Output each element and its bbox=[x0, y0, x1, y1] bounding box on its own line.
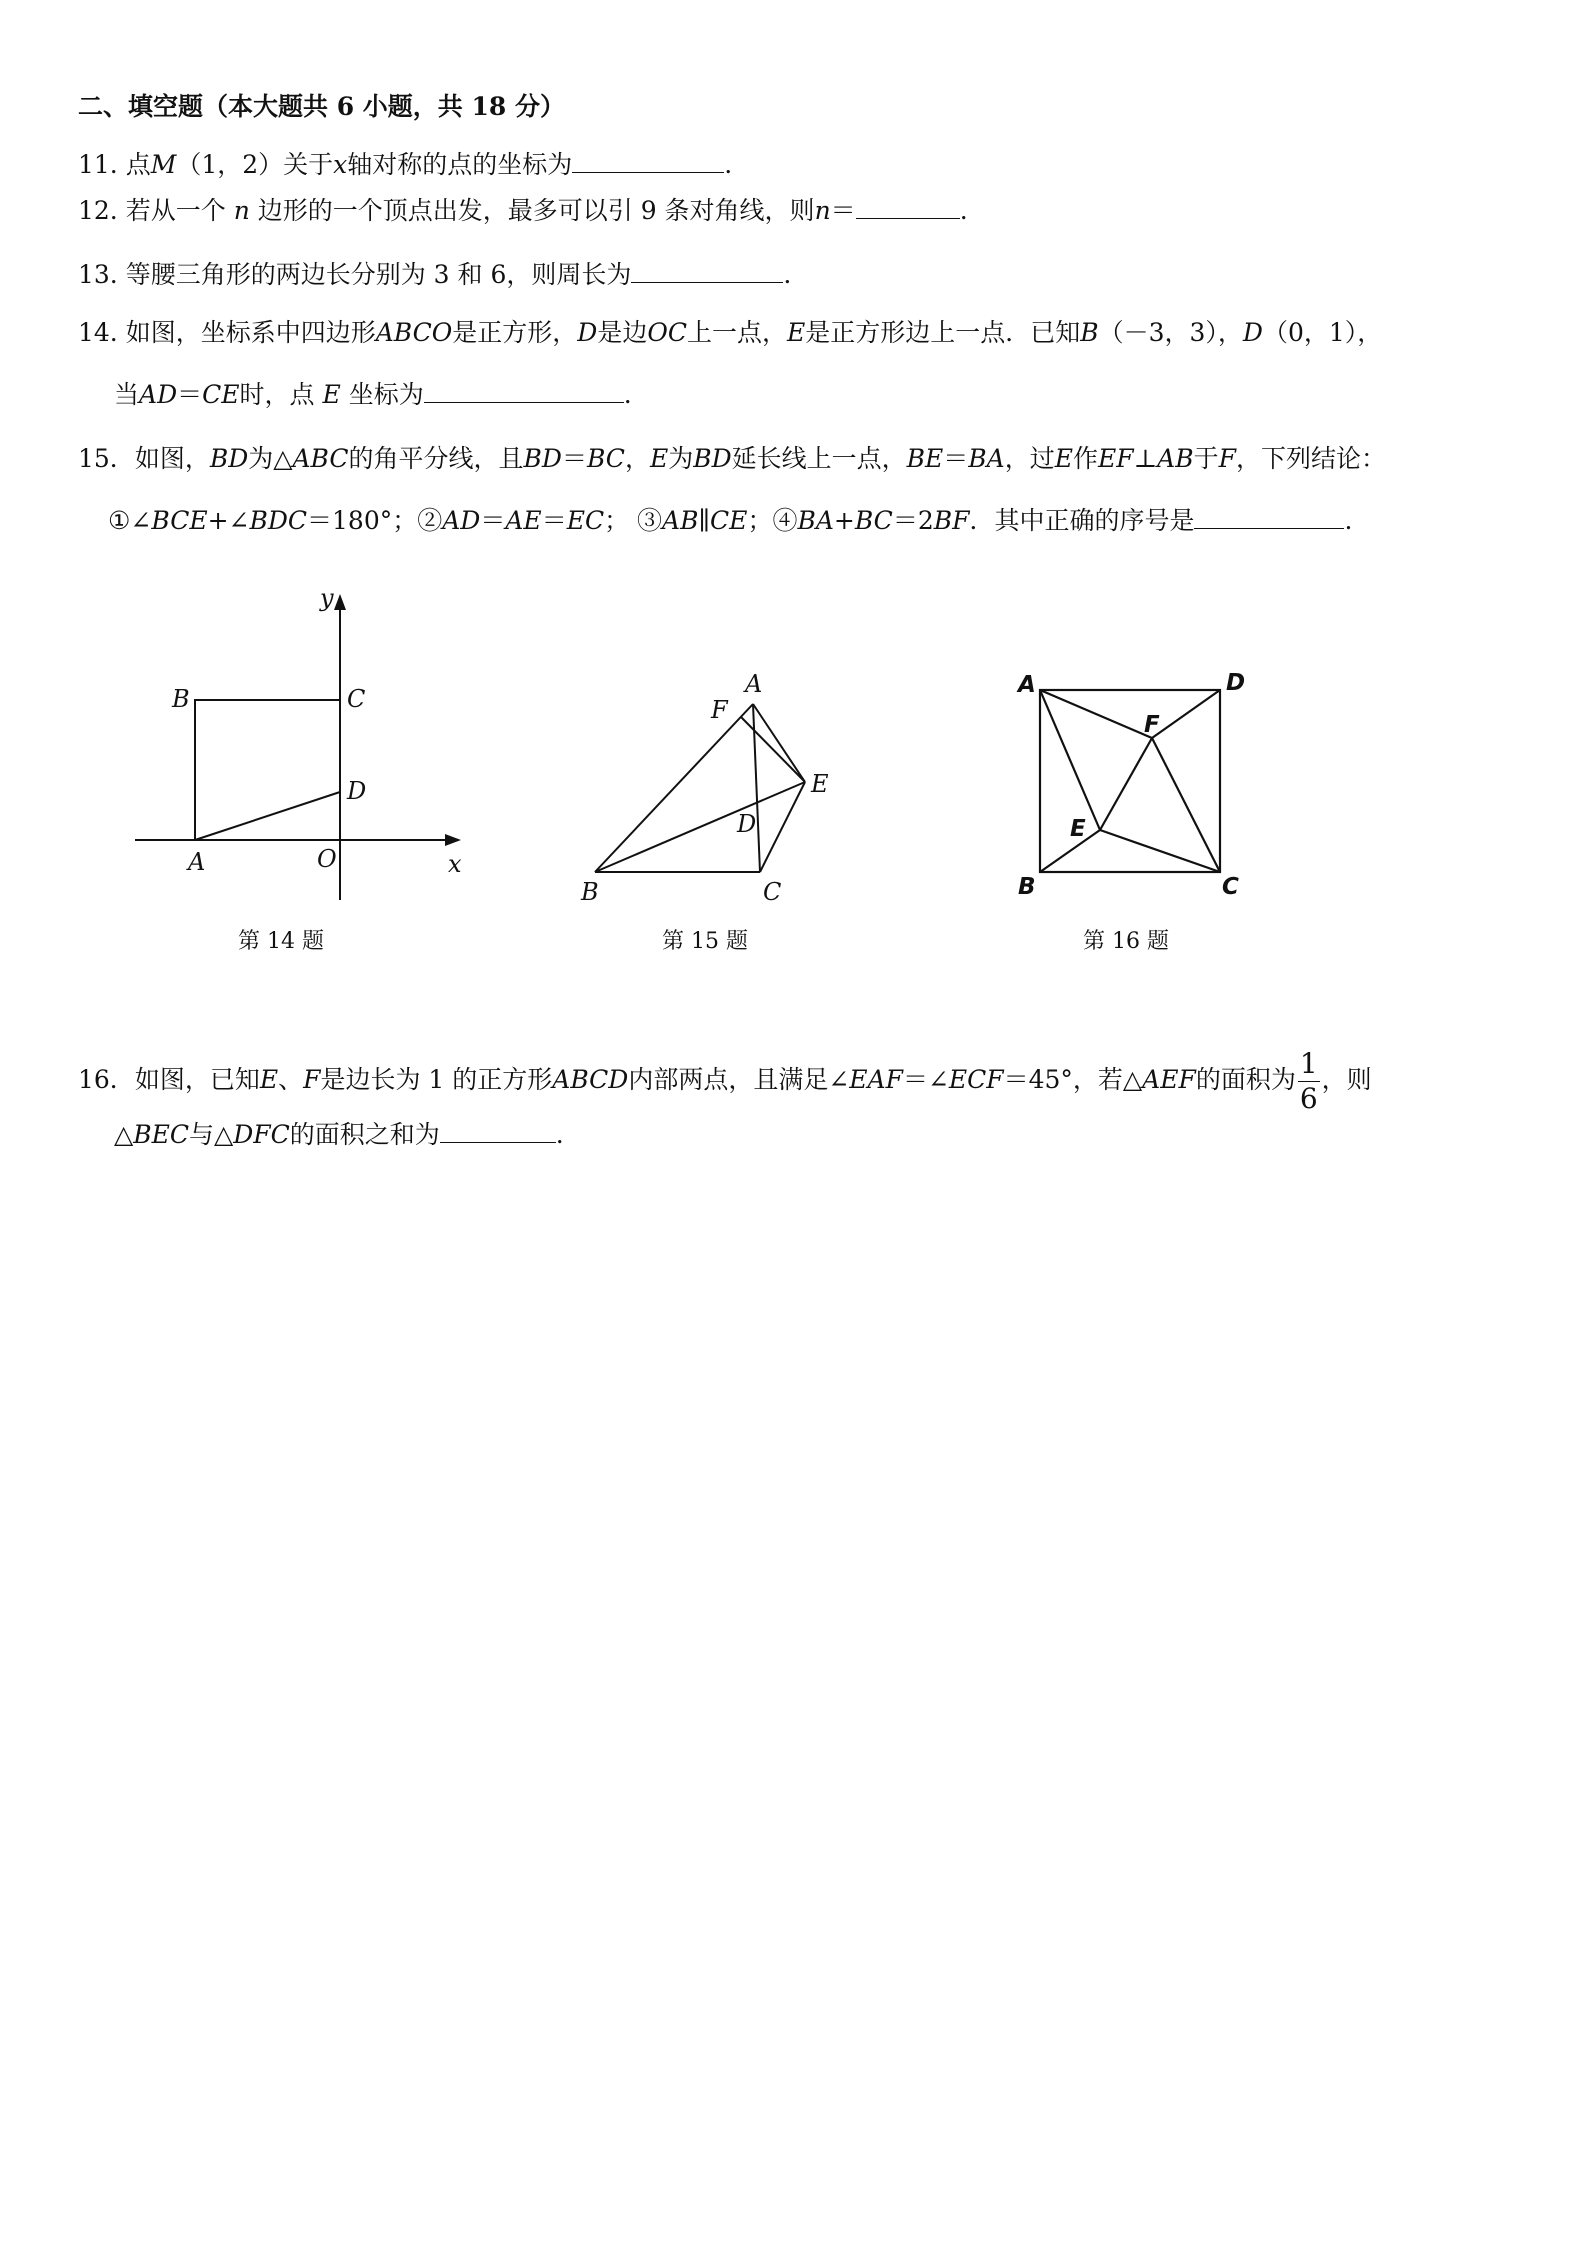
q14-text: （－3，3）， bbox=[1098, 318, 1243, 347]
q15-text: ＝ bbox=[541, 506, 567, 535]
q16-var: ABCD bbox=[552, 1065, 629, 1094]
q16-text: 、 bbox=[278, 1065, 304, 1094]
q15-var: BA bbox=[968, 444, 1005, 473]
fraction-numerator: 1 bbox=[1299, 1047, 1318, 1080]
q15-var: ABC bbox=[292, 444, 349, 473]
q14-var: ABCO bbox=[375, 318, 453, 347]
q16-end: . bbox=[555, 1120, 564, 1149]
q14-text: 当 bbox=[114, 380, 140, 409]
q15-var: BF bbox=[933, 506, 970, 535]
q16-var: E bbox=[259, 1065, 279, 1094]
answer-blank-11[interactable] bbox=[572, 150, 724, 173]
q15-text: 作 bbox=[1073, 444, 1099, 473]
label-e: E bbox=[1070, 816, 1086, 842]
segment-df bbox=[1152, 690, 1220, 738]
section-heading: 二、填空题（本大题共 6 小题，共 18 分） bbox=[78, 92, 566, 121]
q15-var: EF bbox=[1098, 444, 1134, 473]
question-11 bbox=[78, 150, 732, 180]
q15-var: BD bbox=[523, 444, 562, 473]
label-c: C bbox=[1222, 874, 1239, 900]
q14-var: D bbox=[1242, 318, 1263, 347]
q16-text: 是边长为 1 的正方形 bbox=[320, 1065, 553, 1094]
q15-var: BC bbox=[586, 444, 625, 473]
question-number: 16． bbox=[78, 1065, 135, 1094]
q15-var: CE bbox=[710, 506, 748, 535]
figure-14-diagram bbox=[120, 580, 480, 910]
q16-text: 内部两点，且满足∠ bbox=[628, 1065, 850, 1094]
label-e: E bbox=[811, 770, 829, 798]
q15-text: ＝180°；② bbox=[307, 506, 443, 535]
q16-text: ，则 bbox=[1321, 1065, 1372, 1094]
q14-text: 是正方形， bbox=[452, 318, 578, 347]
x-axis-arrow bbox=[445, 834, 461, 846]
q11-var: M bbox=[150, 150, 177, 179]
question-number: 11. bbox=[78, 150, 118, 179]
fraction-denominator: 6 bbox=[1299, 1082, 1318, 1115]
figure-16-diagram bbox=[1000, 660, 1270, 910]
q15-text: ；④ bbox=[747, 506, 798, 535]
question-number: 15． bbox=[78, 444, 135, 473]
q14-text: （0，1）， bbox=[1262, 318, 1383, 347]
label-b: B bbox=[1018, 874, 1036, 900]
q13-end: . bbox=[783, 260, 792, 289]
q16-var: ECF bbox=[948, 1065, 1004, 1094]
answer-blank-12[interactable] bbox=[856, 196, 960, 219]
q15-text: 为 bbox=[668, 444, 694, 473]
q16-text: 如图，已知 bbox=[134, 1065, 260, 1094]
q14-text: 是边 bbox=[597, 318, 648, 347]
q13-text: 等腰三角形的两边长分别为 3 和 6，则周长为 bbox=[125, 260, 632, 289]
label-o: O bbox=[317, 845, 337, 873]
q15-var: AD bbox=[442, 506, 481, 535]
label-d: D bbox=[1226, 670, 1246, 696]
label-c: C bbox=[763, 878, 782, 906]
q14-text: 时，点 bbox=[239, 380, 315, 409]
question-16-line-2 bbox=[114, 1120, 564, 1150]
q12-text: 若从一个 bbox=[125, 196, 226, 225]
q15-text: ＝2 bbox=[892, 506, 934, 535]
q15-var: BE bbox=[906, 444, 944, 473]
segment-be bbox=[595, 782, 805, 872]
q15-var: BDC bbox=[249, 506, 308, 535]
figure-14 bbox=[120, 580, 480, 910]
q15-text: ＝ bbox=[943, 444, 969, 473]
q16-text: 的面积之和为 bbox=[289, 1120, 440, 1149]
q15-text: ， bbox=[624, 444, 650, 473]
label-f: F bbox=[711, 696, 728, 724]
q12-var: n bbox=[233, 196, 250, 225]
q16-var: DFC bbox=[233, 1120, 290, 1149]
q15-var: F bbox=[1218, 444, 1236, 473]
q12-text: 边形的一个顶点出发，最多可以引 9 条对角线，则 bbox=[257, 196, 815, 225]
segment-ba bbox=[595, 704, 753, 872]
caption-14: 第 14 题 bbox=[238, 929, 324, 954]
answer-blank-15[interactable] bbox=[1194, 506, 1344, 529]
label-f: F bbox=[1144, 712, 1160, 738]
question-12 bbox=[78, 196, 968, 226]
fraction-one-sixth bbox=[1298, 1047, 1320, 1116]
q15-text: ∥ bbox=[698, 506, 711, 535]
figure-16 bbox=[1000, 660, 1270, 910]
q16-var: AEF bbox=[1142, 1065, 1196, 1094]
label-x: x bbox=[448, 850, 462, 878]
q15-var: EC bbox=[566, 506, 605, 535]
q15-text: 如图， bbox=[134, 444, 210, 473]
segment-ae bbox=[753, 704, 805, 782]
segment-ce bbox=[760, 782, 805, 872]
q15-text: ①∠ bbox=[108, 506, 152, 535]
q16-var: EAF bbox=[849, 1065, 903, 1094]
q15-var: AE bbox=[505, 506, 542, 535]
q14-var: CE bbox=[202, 380, 240, 409]
figure-15-diagram bbox=[565, 660, 865, 910]
q14-var: E bbox=[786, 318, 806, 347]
q15-text: 的角平分线，且 bbox=[348, 444, 524, 473]
q14-var: OC bbox=[647, 318, 687, 347]
caption-15: 第 15 题 bbox=[662, 929, 748, 954]
q14-var: AD bbox=[139, 380, 178, 409]
segment-fe bbox=[1100, 738, 1152, 830]
q15-var: BD bbox=[209, 444, 249, 473]
q12-text: ＝ bbox=[830, 196, 856, 225]
question-14-line-1 bbox=[78, 318, 1382, 348]
q15-var: AB bbox=[662, 506, 699, 535]
segment-ad bbox=[195, 792, 340, 840]
q15-var: BCE bbox=[151, 506, 208, 535]
label-d: D bbox=[737, 810, 757, 838]
label-y: y bbox=[320, 584, 334, 612]
q15-text: 于 bbox=[1193, 444, 1219, 473]
q15-text: ，过 bbox=[1004, 444, 1055, 473]
q15-var: E bbox=[1054, 444, 1073, 473]
label-b: B bbox=[581, 878, 599, 906]
question-number: 13. bbox=[78, 260, 118, 289]
question-16-line-1 bbox=[78, 1040, 1372, 1120]
q15-text: + bbox=[833, 506, 855, 535]
q12-end: . bbox=[959, 196, 968, 225]
q15-var: BC bbox=[854, 506, 893, 535]
q11-text: （1，2）关于 bbox=[176, 150, 334, 179]
label-a: A bbox=[1018, 672, 1036, 698]
q15-text: ⊥ bbox=[1133, 444, 1158, 473]
q16-text: ＝45°，若△ bbox=[1003, 1065, 1143, 1094]
q14-text: 上一点， bbox=[686, 318, 787, 347]
question-13 bbox=[78, 260, 791, 290]
q15-text: ，下列结论： bbox=[1235, 444, 1386, 473]
q16-text: ＝∠ bbox=[902, 1065, 949, 1094]
q14-var: E bbox=[322, 380, 341, 409]
q15-text: ．其中正确的序号是 bbox=[969, 506, 1195, 535]
answer-blank-14[interactable] bbox=[424, 380, 624, 403]
answer-blank-13[interactable] bbox=[631, 260, 783, 283]
q15-text: ＝ bbox=[561, 444, 587, 473]
q14-var: D bbox=[577, 318, 598, 347]
q14-text: 是正方形边上一点．已知 bbox=[805, 318, 1081, 347]
q14-text: 坐标为 bbox=[348, 380, 424, 409]
q11-text: 点 bbox=[125, 150, 151, 179]
label-b: B bbox=[172, 685, 190, 713]
square-abcd bbox=[1040, 690, 1220, 872]
question-15-line-1 bbox=[78, 444, 1386, 474]
square-abco bbox=[195, 700, 340, 840]
question-15-line-2 bbox=[108, 506, 1352, 536]
figure-15 bbox=[565, 660, 865, 910]
question-number: 14. bbox=[78, 318, 118, 347]
q11-var: x bbox=[333, 150, 348, 179]
q14-var: B bbox=[1080, 318, 1099, 347]
caption-16: 第 16 题 bbox=[1083, 929, 1169, 954]
question-14-line-2 bbox=[114, 380, 632, 410]
q15-var: AB bbox=[1157, 444, 1194, 473]
q15-text: ； ③ bbox=[604, 506, 663, 535]
q14-text: ＝ bbox=[177, 380, 203, 409]
label-a: A bbox=[188, 848, 206, 876]
q15-text: ＝ bbox=[480, 506, 506, 535]
q15-end: . bbox=[1344, 506, 1353, 535]
q16-text: 与△ bbox=[188, 1120, 234, 1149]
q16-var: F bbox=[303, 1065, 321, 1094]
q16-text: 的面积为 bbox=[1195, 1065, 1296, 1094]
label-a: A bbox=[745, 670, 763, 698]
q15-text: 延长线上一点， bbox=[731, 444, 907, 473]
q15-text: 为△ bbox=[248, 444, 293, 473]
q12-var: n bbox=[814, 196, 831, 225]
y-axis-arrow bbox=[334, 594, 346, 610]
q16-var: BEC bbox=[133, 1120, 189, 1149]
answer-blank-16[interactable] bbox=[440, 1120, 556, 1143]
q15-var: E bbox=[649, 444, 669, 473]
q14-end: . bbox=[623, 380, 632, 409]
label-c: C bbox=[347, 685, 366, 713]
segment-fe bbox=[741, 717, 805, 782]
label-d: D bbox=[347, 777, 367, 805]
question-number: 12. bbox=[78, 196, 118, 225]
q15-text: +∠ bbox=[207, 506, 250, 535]
q11-end: . bbox=[724, 150, 733, 179]
q14-text: 如图，坐标系中四边形 bbox=[125, 318, 376, 347]
q15-var: BD bbox=[693, 444, 732, 473]
q16-text: △ bbox=[114, 1120, 134, 1149]
q15-var: BA bbox=[797, 506, 834, 535]
q11-text: 轴对称的点的坐标为 bbox=[347, 150, 573, 179]
